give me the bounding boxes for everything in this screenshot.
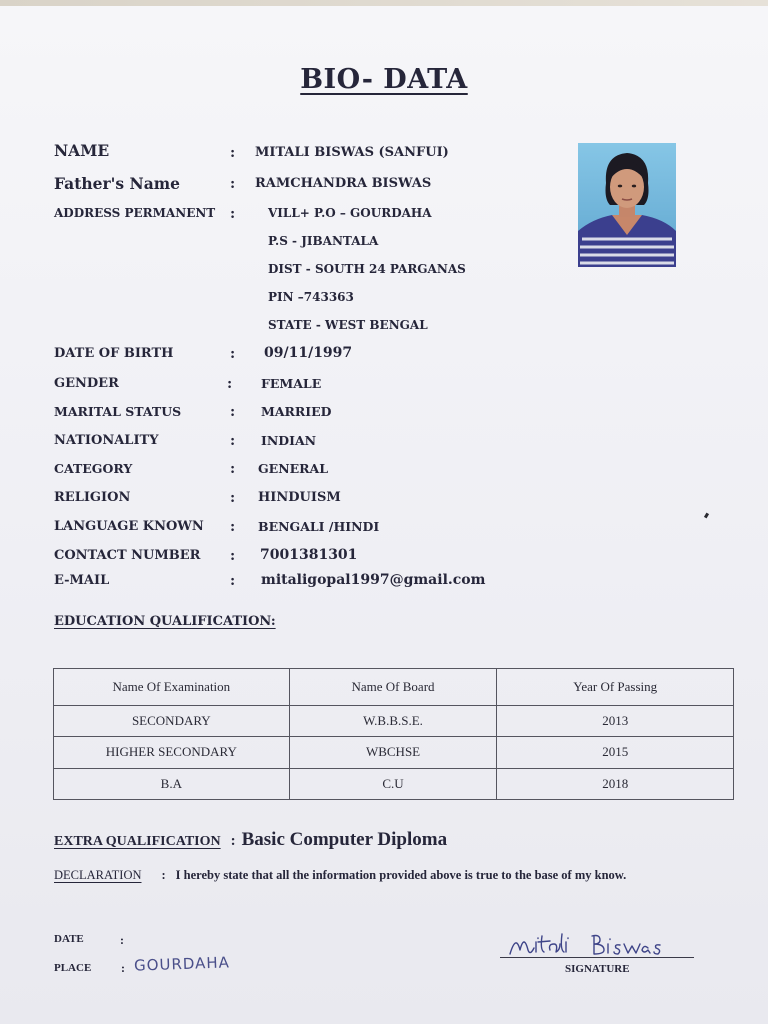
religion-label: RELIGION	[54, 490, 131, 505]
table-cell: 2015	[497, 737, 734, 768]
declaration-text: I hereby state that all the information provided above is true to the base of my know.	[175, 868, 627, 882]
marital-status-value: MARRIED	[261, 404, 332, 419]
date-label: DATE	[54, 933, 84, 945]
name-value: MITALI BISWAS (SANFUI)	[255, 145, 449, 160]
dob-label: DATE OF BIRTH	[54, 346, 174, 361]
table-cell: WBCHSE	[289, 737, 497, 768]
table-row	[54, 737, 734, 768]
address-line-5: STATE - WEST BENGAL	[268, 318, 428, 332]
colon: :	[120, 933, 124, 947]
extra-qualification-label: EXTRA QUALIFICATION	[54, 834, 221, 849]
address-line-2: P.S - JIBANTALA	[268, 234, 379, 248]
colon: :	[230, 346, 236, 362]
table-row	[54, 706, 734, 737]
colon: :	[230, 145, 236, 161]
signature-label: SIGNATURE	[565, 963, 630, 975]
table-cell: C.U	[289, 768, 497, 799]
contact-label: CONTACT NUMBER	[54, 548, 201, 563]
father-name-label: Father's Name	[54, 174, 180, 193]
column-header: Name Of Examination	[54, 669, 290, 706]
nationality-label: NATIONALITY	[54, 433, 159, 448]
colon: :	[230, 573, 236, 589]
language-value: BENGALI /HINDI	[258, 519, 380, 534]
document-title: BIO- DATA	[300, 64, 468, 95]
table-cell: 2013	[497, 706, 734, 737]
gender-value: FEMALE	[261, 376, 322, 391]
father-name-value: RAMCHANDRA BISWAS	[255, 176, 432, 191]
email-value: mitaligopal1997@gmail.com	[261, 572, 486, 588]
contact-value: 7001381301	[260, 547, 358, 563]
name-label: NAME	[54, 141, 110, 160]
category-label: CATEGORY	[54, 461, 133, 476]
column-header: Year Of Passing	[497, 669, 734, 706]
colon: :	[230, 404, 236, 420]
place-label: PLACE	[54, 962, 92, 974]
paper-mark	[704, 513, 709, 519]
declaration	[54, 868, 626, 883]
colon: :	[230, 490, 236, 506]
colon: :	[121, 961, 125, 975]
table-cell: 2018	[497, 768, 734, 799]
email-label: E-MAIL	[54, 573, 110, 588]
colon: :	[230, 176, 236, 192]
table-row	[54, 768, 734, 799]
address-label: ADDRESS PERMANENT	[54, 206, 216, 220]
table-header-row	[54, 669, 734, 706]
category-value: GENERAL	[258, 461, 329, 476]
signature-line	[500, 957, 694, 958]
colon: :	[230, 206, 236, 222]
colon: :	[230, 433, 236, 449]
marital-status-label: MARITAL STATUS	[54, 404, 182, 419]
colon: :	[230, 548, 236, 564]
colon: :	[161, 868, 166, 882]
education-table	[53, 668, 734, 800]
table-cell: B.A	[54, 768, 290, 799]
language-label: LANGUAGE KNOWN	[54, 519, 204, 534]
table-cell: SECONDARY	[54, 706, 290, 737]
religion-value: HINDUISM	[258, 490, 341, 505]
profile-photo	[578, 143, 676, 267]
address-line-1: VILL+ P.O – GOURDAHA	[268, 206, 432, 220]
table-cell: W.B.B.S.E.	[289, 706, 497, 737]
nationality-value: INDIAN	[261, 433, 317, 448]
address-line-4: PIN –743363	[268, 290, 354, 304]
education-heading: EDUCATION QUALIFICATION:	[54, 614, 276, 629]
dob-value: 09/11/1997	[264, 345, 353, 361]
column-header: Name Of Board	[289, 669, 497, 706]
extra-qualification	[54, 829, 447, 851]
colon: :	[227, 376, 233, 392]
colon: :	[230, 461, 236, 477]
colon: :	[230, 833, 236, 849]
address-line-3: DIST - SOUTH 24 PARGANAS	[268, 262, 466, 276]
extra-qualification-value: Basic Computer Diploma	[241, 829, 448, 850]
table-cell: HIGHER SECONDARY	[54, 737, 290, 768]
place-value: GOURDAHA	[133, 953, 231, 975]
colon: :	[230, 519, 236, 535]
declaration-label: DECLARATION	[54, 868, 142, 882]
gender-label: GENDER	[54, 376, 119, 391]
page-edge	[0, 0, 768, 6]
